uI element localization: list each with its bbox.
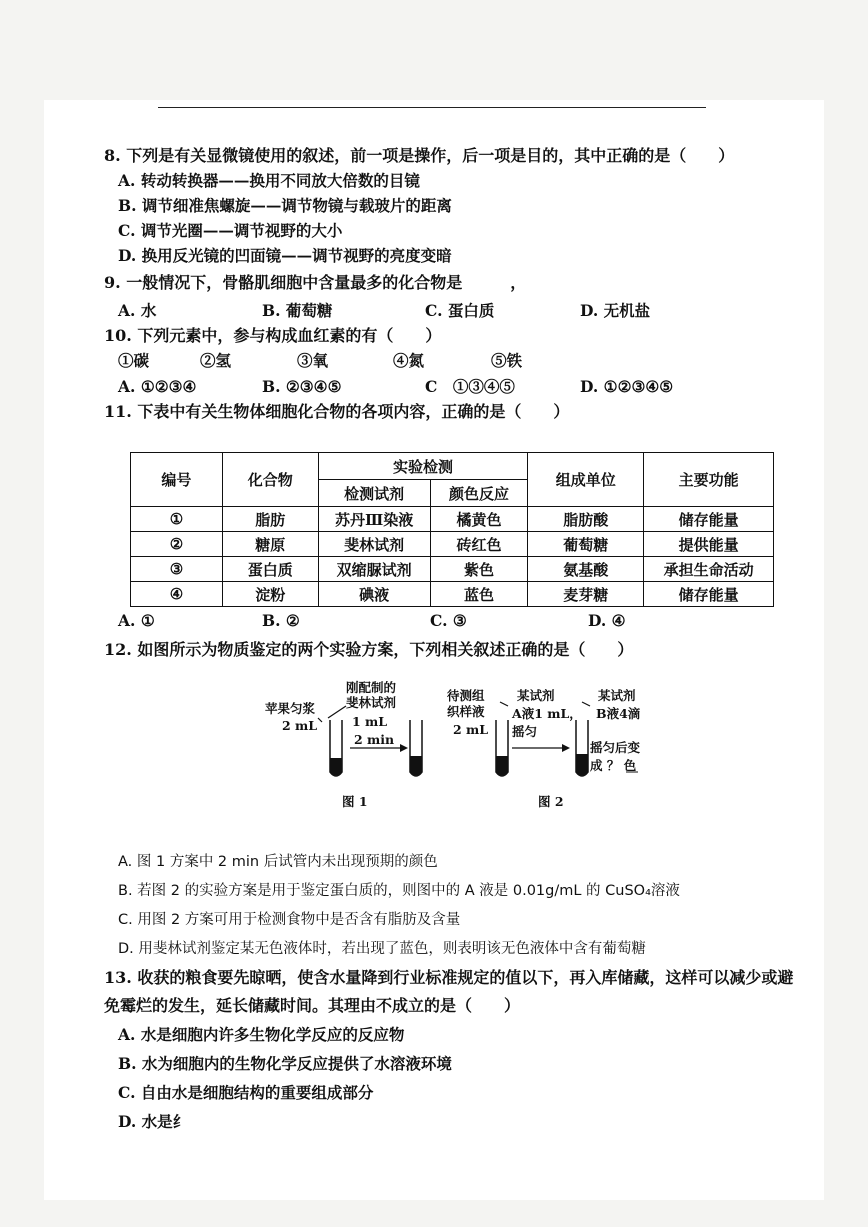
q13-option-a: A. 水是细胞内许多生物化学反应的反应物 <box>118 1025 405 1044</box>
q8-option-c: C. 调节光圈——调节视野的大小 <box>118 221 343 240</box>
f2-sample-label-1: 待测组 <box>447 688 485 703</box>
f1-sample-pointer <box>318 718 322 722</box>
q12-option-d: D. 用斐林试剂鉴定某无色液体时，若出现了蓝色，则表明该无色液体中含有葡萄糖 <box>118 941 646 957</box>
q10-option-b: B. ②③④⑤ <box>262 377 342 396</box>
q10-element-1: ①碳 <box>118 351 150 370</box>
f2-reagent-a-3: 摇匀 <box>512 724 538 739</box>
table-row <box>131 507 774 532</box>
q10-element-2: ②氢 <box>200 351 232 370</box>
header-function: 主要功能 <box>644 453 774 507</box>
q13-option-c: C. 自由水是细胞结构的重要组成部分 <box>118 1083 374 1102</box>
table-cell: 淀粉 <box>222 582 318 607</box>
table-row <box>131 532 774 557</box>
table-cell: 脂肪 <box>222 507 318 532</box>
q10-option-d: D. ①②③④⑤ <box>580 377 674 396</box>
table-cell: 储存能量 <box>644 582 774 607</box>
q9-option-b: B. 葡萄糖 <box>262 301 333 320</box>
table-cell: 麦芽糖 <box>528 582 644 607</box>
q10-element-5: ⑤铁 <box>491 351 523 370</box>
table-cell: 氨基酸 <box>528 557 644 582</box>
table-cell: 蛋白质 <box>222 557 318 582</box>
q8-stem: 8. 下列是有关显微镜使用的叙述，前一项是操作，后一项是目的，其中正确的是（ ） <box>104 146 735 165</box>
header-number: 编号 <box>131 453 223 507</box>
f2-arrow-head <box>562 744 570 752</box>
q8-option-a: A. 转动转换器——换用不同放大倍数的目镜 <box>118 171 420 190</box>
table-row <box>131 557 774 582</box>
table-cell: 提供能量 <box>644 532 774 557</box>
table-cell: 紫色 <box>430 557 528 582</box>
q8-option-b: B. 调节细准焦螺旋——调节物镜与载玻片的距离 <box>118 196 452 215</box>
table-cell: 苏丹Ⅲ染液 <box>318 507 430 532</box>
q13-option-d: D. 水是纟 <box>118 1112 189 1131</box>
table-cell: 双缩脲试剂 <box>318 557 430 582</box>
q10-option-c: C ①③④⑤ <box>425 377 515 396</box>
q10-element-3: ③氧 <box>297 351 329 370</box>
q11-option-c: C. ③ <box>430 611 467 630</box>
table-cell: 蓝色 <box>430 582 528 607</box>
q12-stem: 12. 如图所示为物质鉴定的两个实验方案，下列相关叙述正确的是（ ） <box>104 640 634 659</box>
q10-element-4: ④氮 <box>393 351 425 370</box>
q9-option-a: A. 水 <box>118 301 157 320</box>
table-cell: ③ <box>131 557 223 582</box>
f2-volume-label: 2 mL <box>453 722 489 737</box>
header-compound: 化合物 <box>222 453 318 507</box>
header-reagent: 检测试剂 <box>318 480 430 507</box>
f1-pointer-line <box>328 706 346 718</box>
q9-option-c: C. 蛋白质 <box>425 301 495 320</box>
f2-result-1: 摇匀后变 <box>590 740 641 755</box>
f2-reagent-a-1: 某试剂 <box>517 688 555 703</box>
q9-option-d: D. 无机盐 <box>580 301 651 320</box>
f2-pointer-line <box>500 702 508 706</box>
table-cell: 承担生命活动 <box>644 557 774 582</box>
q8-option-d: D. 换用反光镜的凹面镜——调节视野的亮度变暗 <box>118 246 452 265</box>
f1-reagent-volume: 1 mL <box>352 714 388 729</box>
q13-stem-line-2: 免霉烂的发生，延长储藏时间。其理由不成立的是（ ） <box>104 996 521 1015</box>
experiment-figure <box>260 680 680 810</box>
f1-volume-label: 2 mL <box>282 718 318 733</box>
table-cell: 储存能量 <box>644 507 774 532</box>
f2-pointer-line-b <box>582 702 590 706</box>
table-cell: ④ <box>131 582 223 607</box>
q10-stem: 10. 下列元素中，参与构成血红素的有（ ） <box>104 326 442 345</box>
f1-test-tube-1 <box>330 720 342 776</box>
fig2-caption: 图 2 <box>538 794 564 809</box>
f1-arrow-head <box>400 744 408 752</box>
f1-reagent-label-2: 斐林试剂 <box>346 695 397 710</box>
f2-reagent-b-1: 某试剂 <box>598 688 636 703</box>
f2-test-tube-2 <box>576 720 588 776</box>
q9-stem: 9. 一般情况下，骨骼肌细胞中含量最多的化合物是 ， <box>104 273 527 292</box>
f2-reagent-a-2: A液1 mL， <box>512 706 582 721</box>
q11-option-b: B. ② <box>262 611 300 630</box>
f1-reagent-label-1: 刚配制的 <box>346 680 397 695</box>
f1-test-tube-2 <box>410 720 422 776</box>
header-rule <box>158 107 706 108</box>
table-cell: 脂肪酸 <box>528 507 644 532</box>
f2-reagent-b-2: B液4滴 <box>596 706 641 721</box>
table-cell: 橘黄色 <box>430 507 528 532</box>
q13-stem-line-1: 13. 收获的粮食要先晾晒，使含水量降到行业标准规定的值以下，再入库储藏，这样可以减少或避 <box>104 968 794 987</box>
q12-option-a: A. 图 1 方案中 2 min 后试管内未出现预期的颜色 <box>118 854 438 870</box>
f1-sample-label: 苹果匀浆 <box>265 701 316 716</box>
q12-option-c: C. 用图 2 方案可用于检测食物中是否含有脂肪及含量 <box>118 912 461 928</box>
q10-option-a: A. ①②③④ <box>118 377 197 396</box>
table-row <box>131 582 774 607</box>
f2-sample-label-2: 织样液 <box>447 704 485 719</box>
q12-option-b: B. 若图 2 的实验方案是用于鉴定蛋白质的，则图中的 A 液是 0.01g/mL 的 CuSO₄溶液 <box>118 883 680 899</box>
table-cell: ① <box>131 507 223 532</box>
compound-table <box>130 452 774 607</box>
header-experiment: 实验检测 <box>318 453 528 480</box>
fig1-caption: 图 1 <box>342 794 368 809</box>
header-unit: 组成单位 <box>528 453 644 507</box>
table-cell: 斐林试剂 <box>318 532 430 557</box>
table-cell: 碘液 <box>318 582 430 607</box>
q13-option-b: B. 水为细胞内的生物化学反应提供了水溶液环境 <box>118 1054 452 1073</box>
f1-time-label: 2 min <box>354 732 395 747</box>
f2-test-tube-1 <box>496 720 508 776</box>
header-color: 颜色反应 <box>430 480 528 507</box>
q11-option-d: D. ④ <box>588 611 626 630</box>
table-cell: 砖红色 <box>430 532 528 557</box>
f2-result-2: 成 ？ 色 <box>590 758 637 773</box>
table-cell: ② <box>131 532 223 557</box>
table-cell: 葡萄糖 <box>528 532 644 557</box>
q11-stem: 11. 下表中有关生物体细胞化合物的各项内容，正确的是（ ） <box>104 402 570 421</box>
table-cell: 糖原 <box>222 532 318 557</box>
q11-option-a: A. ① <box>118 611 155 630</box>
